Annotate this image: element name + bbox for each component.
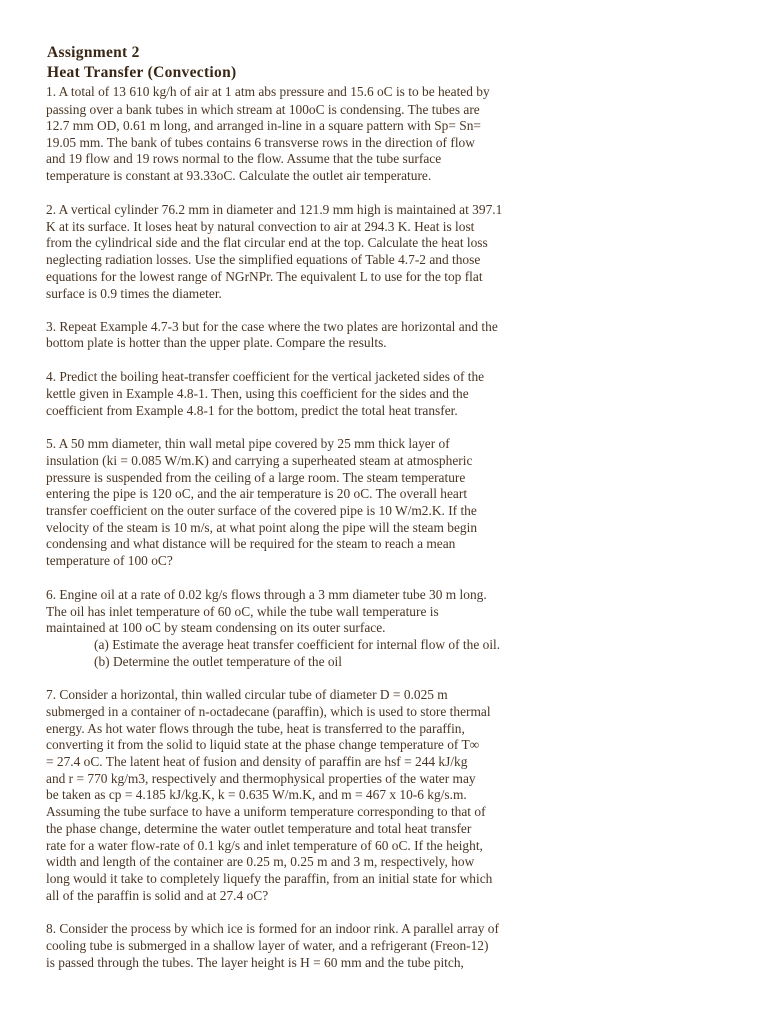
problem-7-line: Assuming the tube surface to have a uniform temperature corresponding to that of [46, 804, 486, 819]
problem-7-line: 7. Consider a horizontal, thin walled circular tube of diameter D = 0.025 m [46, 687, 448, 702]
problem-5-line: entering the pipe is 120 oC, and the air temperature is 20 oC. The overall heart [46, 486, 468, 501]
problem-7-line: and r = 770 kg/m3, respectively and thermophysical properties of the water may [46, 771, 476, 786]
problem-3-line: bottom plate is hotter than the upper plate. Compare the results. [46, 335, 387, 350]
document-title: Assignment 2 [47, 44, 140, 61]
problem-1-line: 19.05 mm. The bank of tubes contains 6 transverse rows in the direction of flow [46, 135, 475, 150]
problem-1-line: 12.7 mm OD, 0.61 m long, and arranged in-line in a square pattern with Sp= Sn= [46, 118, 481, 133]
problem-7-line: energy. As hot water flows through the tube, heat is transferred to the paraffin, [46, 721, 465, 736]
problem-2-line: 2. A vertical cylinder 76.2 mm in diameter and 121.9 mm high is maintained at 397.1 [46, 202, 503, 217]
problem-8-line: cooling tube is submerged in a shallow layer of water, and a refrigerant (Freon-12) [46, 938, 489, 953]
problem-5-line: pressure is suspended from the ceiling of a large room. The steam temperature [46, 470, 466, 485]
problem-6-line: 6. Engine oil at a rate of 0.02 kg/s flows through a 3 mm diameter tube 30 m long. [46, 587, 487, 602]
problem-3-line: 3. Repeat Example 4.7-3 but for the case where the two plates are horizontal and the [46, 319, 498, 334]
problem-7-line: converting it from the solid to liquid state at the phase change temperature of T∞ [46, 737, 480, 752]
problem-7-line: the phase change, determine the water outlet temperature and total heat transfer [46, 821, 472, 836]
problem-7-line: all of the paraffin is solid and at 27.4 oC? [46, 888, 269, 903]
problem-5-line: condensing and what distance will be required for the steam to reach a mean [46, 536, 456, 551]
problem-1-line: temperature is constant at 93.33oC. Calculate the outlet air temperature. [46, 168, 432, 183]
problem-4-line: kettle given in Example 4.8-1. Then, using this coefficient for the sides and the [46, 386, 469, 401]
problem-5-line: insulation (ki = 0.085 W/m.K) and carrying a superheated steam at atmospheric [46, 453, 473, 468]
problem-6-subitem-b: (b) Determine the outlet temperature of the oil [94, 654, 343, 669]
problem-2-line: equations for the lowest range of NGrNPr. The equivalent L to use for the top flat [46, 269, 483, 284]
problem-4-line: 4. Predict the boiling heat-transfer coefficient for the vertical jacketed sides of the [46, 369, 485, 384]
problem-6-subitem-a: (a) Estimate the average heat transfer coefficient for internal flow of the oil. [94, 637, 501, 652]
problem-7-line: rate for a water flow-rate of 0.1 kg/s and inlet temperature of 60 oC. If the height, [46, 838, 483, 853]
problem-7-line: = 27.4 oC. The latent heat of fusion and density of paraffin are hsf = 244 kJ/kg [46, 754, 468, 769]
problem-5-line: 5. A 50 mm diameter, thin wall metal pipe covered by 25 mm thick layer of [46, 436, 450, 451]
problem-2-line: neglecting radiation losses. Use the simplified equations of Table 4.7-2 and those [46, 252, 481, 267]
problem-7-line: submerged in a container of n-octadecane (paraffin), which is used to store thermal [46, 704, 491, 719]
problem-1-line: and 19 flow and 19 rows normal to the flow. Assume that the tube surface [46, 151, 442, 166]
problem-4-line: coefficient from Example 4.8-1 for the bottom, predict the total heat transfer. [46, 403, 458, 418]
problem-5-line: transfer coefficient on the outer surface of the covered pipe is 10 W/m2.K. If the [46, 503, 477, 518]
problem-5-line: temperature of 100 oC? [46, 553, 173, 568]
problem-7-line: be taken as cp = 4.185 kJ/kg.K, k = 0.635 W/m.K, and m = 467 x 10-6 kg/s.m. [46, 787, 467, 802]
problem-8-line: is passed through the tubes. The layer height is H = 60 mm and the tube pitch, [46, 955, 464, 970]
problem-6-line: The oil has inlet temperature of 60 oC, while the tube wall temperature is [46, 604, 439, 619]
problem-6-line: maintained at 100 oC by steam condensing on its outer surface. [46, 620, 386, 635]
problem-5-line: velocity of the steam is 10 m/s, at what point along the pipe will the steam begin [46, 520, 478, 535]
document-subtitle: Heat Transfer (Convection) [47, 64, 237, 81]
problem-2-line: surface is 0.9 times the diameter. [46, 286, 222, 301]
problem-8-line: 8. Consider the process by which ice is formed for an indoor rink. A parallel array of [46, 921, 499, 936]
problem-7-line: long would it take to completely liquefy the paraffin, from an initial state for which [46, 871, 493, 886]
problem-2-line: from the cylindrical side and the flat circular end at the top. Calculate the heat loss [46, 235, 488, 250]
problem-1-line: passing over a bank tubes in which stream at 100oC is condensing. The tubes are [46, 102, 480, 117]
problem-2-line: K at its surface. It loses heat by natural convection to air at 294.3 K. Heat is lost [46, 219, 475, 234]
problem-7-line: width and length of the container are 0.25 m, 0.25 m and 3 m, respectively, how [46, 854, 475, 869]
problem-1-line: 1. A total of 13 610 kg/h of air at 1 atm abs pressure and 15.6 oC is to be heated by [46, 84, 490, 99]
